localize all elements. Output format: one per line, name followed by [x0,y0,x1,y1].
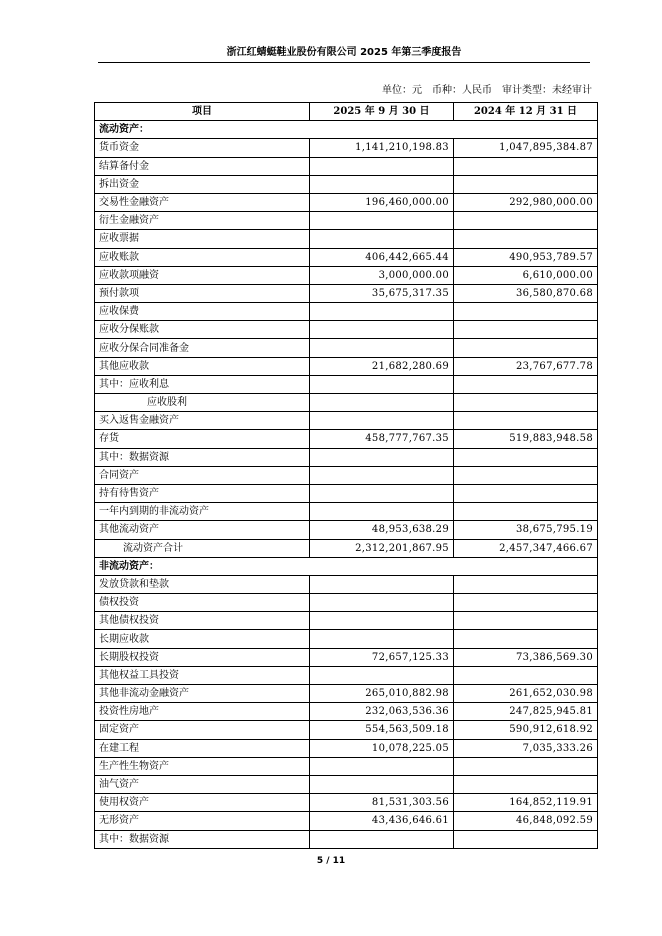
table-row [95,466,598,484]
table-row [95,157,598,175]
value-prior [453,412,597,430]
value-prior [453,594,597,612]
table-row [95,193,598,211]
value-prior [453,612,597,630]
value-current: 43,436,646.61 [309,812,453,830]
table-row [95,830,598,848]
value-current [309,666,453,684]
value-current [309,466,453,484]
value-current: 232,063,536.36 [309,703,453,721]
value-prior [453,339,597,357]
unit-label: 单位：元 [382,85,422,96]
item-label: 长期股权投资 [95,648,310,666]
value-prior [453,666,597,684]
value-prior [453,230,597,248]
value-prior: 247,825,945.81 [453,703,597,721]
item-label: 应收分保账款 [95,321,310,339]
table-row [95,575,598,593]
table-row [95,230,598,248]
item-label: 存货 [95,430,310,448]
value-current: 1,141,210,198.83 [309,139,453,157]
table-header-row [95,103,598,121]
item-label: 拆出资金 [95,175,310,193]
value-prior: 73,386,569.30 [453,648,597,666]
item-label: 持有待售资产 [95,484,310,502]
item-label: 油气资产 [95,775,310,793]
balance-sheet-body [95,121,598,849]
report-header-title: 浙江红蜻蜓鞋业股份有限公司 2025 年第三季度报告 [226,47,462,58]
value-prior: 36,580,870.68 [453,284,597,302]
value-current [309,303,453,321]
table-row [95,612,598,630]
table-row [95,794,598,812]
column-header-current: 2025 年 9 月 30 日 [309,103,453,121]
table-row [95,448,598,466]
value-current [309,321,453,339]
balance-sheet-table [94,102,598,849]
item-label: 投资性房地产 [95,703,310,721]
item-label: 使用权资产 [95,794,310,812]
value-prior [453,175,597,193]
value-current: 35,675,317.35 [309,284,453,302]
value-prior [453,157,597,175]
value-current: 196,460,000.00 [309,193,453,211]
value-prior [453,503,597,521]
value-current: 458,777,767.35 [309,430,453,448]
item-label: 长期应收款 [95,630,310,648]
value-prior: 261,652,030.98 [453,685,597,703]
value-prior [453,466,597,484]
table-row [95,321,598,339]
value-current [309,394,453,412]
table-row [95,303,598,321]
item-label: 预付款项 [95,284,310,302]
value-current: 3,000,000.00 [309,266,453,284]
value-prior: 590,912,618.92 [453,721,597,739]
item-label: 其他流动资产 [95,521,310,539]
table-row [95,630,598,648]
value-current [309,212,453,230]
value-current: 21,682,280.69 [309,357,453,375]
value-current: 72,657,125.33 [309,648,453,666]
value-prior: 6,610,000.00 [453,266,597,284]
table-row [95,703,598,721]
column-header-item: 项目 [95,103,310,121]
unit-info-line [300,84,592,98]
item-label: 应收账款 [95,248,310,266]
item-label: 应收款项融资 [95,266,310,284]
item-label: 合同资产 [95,466,310,484]
item-label: 无形资产 [95,812,310,830]
item-label: 其中：数据资源 [95,448,310,466]
value-current: 10,078,225.05 [309,739,453,757]
value-prior [453,630,597,648]
item-label: 应收票据 [95,230,310,248]
section-label: 非流动资产： [95,557,598,575]
value-current [309,757,453,775]
section-row [95,557,598,575]
value-current: 406,442,665.44 [309,248,453,266]
item-label: 应收股利 [95,394,310,412]
item-label: 结算备付金 [95,157,310,175]
item-label: 其他非流动金融资产 [95,685,310,703]
item-label: 其他债权投资 [95,612,310,630]
column-header-prior: 2024 年 12 月 31 日 [453,103,597,121]
value-current [309,484,453,502]
value-current: 81,531,303.56 [309,794,453,812]
value-prior: 38,675,795.19 [453,521,597,539]
item-label: 交易性金融资产 [95,193,310,211]
table-row [95,339,598,357]
item-label: 衍生金融资产 [95,212,310,230]
value-prior [453,394,597,412]
section-label: 流动资产： [95,121,598,139]
table-row [95,503,598,521]
table-row [95,812,598,830]
item-label: 生产性生物资产 [95,757,310,775]
total-label: 流动资产合计 [95,539,310,557]
value-current [309,412,453,430]
header-divider [98,62,590,63]
table-row [95,175,598,193]
item-label: 其中：数据资源 [95,830,310,848]
item-label: 债权投资 [95,594,310,612]
table-row [95,430,598,448]
value-prior: 292,980,000.00 [453,193,597,211]
audit-type-label: 审计类型：未经审计 [502,85,592,96]
table-row [95,394,598,412]
table-row [95,375,598,393]
value-prior [453,212,597,230]
value-prior [453,575,597,593]
table-row [95,539,598,557]
table-row [95,757,598,775]
value-current [309,575,453,593]
table-row [95,685,598,703]
item-label: 一年内到期的非流动资产 [95,503,310,521]
value-prior: 490,953,789.57 [453,248,597,266]
table-row [95,739,598,757]
table-row [95,775,598,793]
value-prior [453,484,597,502]
value-prior [453,303,597,321]
section-row [95,121,598,139]
item-label: 买入返售金融资产 [95,412,310,430]
item-label: 其中：应收利息 [95,375,310,393]
value-prior: 2,457,347,466.67 [453,539,597,557]
value-prior [453,321,597,339]
table-row [95,248,598,266]
value-current [309,339,453,357]
value-prior: 1,047,895,384.87 [453,139,597,157]
value-current: 2,312,201,867.95 [309,539,453,557]
table-row [95,521,598,539]
value-current [309,503,453,521]
item-label: 发放贷款和垫款 [95,575,310,593]
value-prior [453,448,597,466]
page-number: 5 / 11 [316,856,346,866]
item-label: 在建工程 [95,739,310,757]
value-current: 554,563,509.18 [309,721,453,739]
item-label: 货币资金 [95,139,310,157]
item-label: 其他应收款 [95,357,310,375]
table-row [95,594,598,612]
value-prior [453,830,597,848]
currency-label: 币种：人民币 [432,85,492,96]
value-prior: 7,035,333.26 [453,739,597,757]
value-current [309,157,453,175]
value-current [309,830,453,848]
value-current [309,630,453,648]
value-prior: 23,767,677.78 [453,357,597,375]
item-label: 固定资产 [95,721,310,739]
value-current: 48,953,638.29 [309,521,453,539]
table-row [95,412,598,430]
value-current [309,448,453,466]
table-row [95,212,598,230]
table-row [95,139,598,157]
value-prior [453,757,597,775]
value-prior [453,375,597,393]
value-current [309,594,453,612]
item-label: 其他权益工具投资 [95,666,310,684]
table-row [95,721,598,739]
value-current [309,375,453,393]
value-current: 265,010,882.98 [309,685,453,703]
value-current [309,775,453,793]
item-label: 应收保费 [95,303,310,321]
table-row [95,484,598,502]
value-prior: 519,883,948.58 [453,430,597,448]
value-current [309,175,453,193]
table-row [95,284,598,302]
value-current [309,230,453,248]
table-row [95,357,598,375]
item-label: 应收分保合同准备金 [95,339,310,357]
table-row [95,648,598,666]
table-row [95,666,598,684]
table-row [95,266,598,284]
value-prior: 46,848,092.59 [453,812,597,830]
value-prior: 164,852,119.91 [453,794,597,812]
value-current [309,612,453,630]
value-prior [453,775,597,793]
